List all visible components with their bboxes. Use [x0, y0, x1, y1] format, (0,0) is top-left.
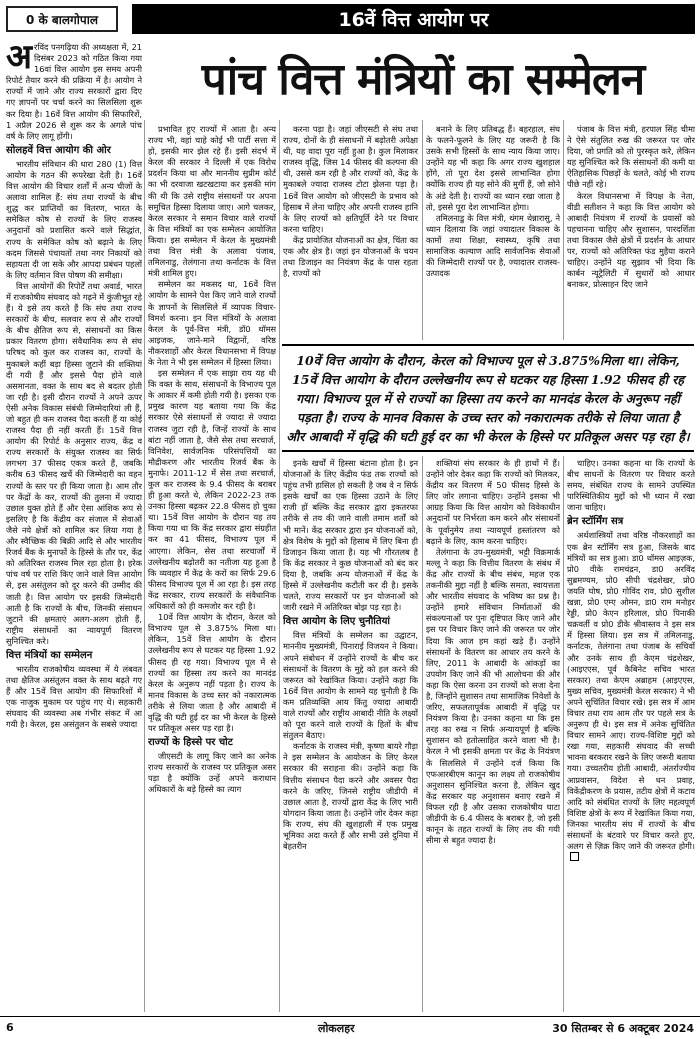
paragraph: जीएसटी के लागू किए जाने का अनेक राज्य सरकारों के राजस्व पर प्रतिकूल असर पड़ा है क्योंकि उन्हें अपने कराधान अधिकारों के बड़े हिस्से का त्याग [148, 751, 276, 795]
paragraph: केरल विधानसभा में विपक्ष के नेता, वीडी सतीशन ने कहा कि वित्त आयोग को आबादी नियंत्रण में राज्यों के प्रयासों को पहचानना चाहिए और सुशासन, पारदर्शिता तथा विकास जैसे क्षेत्रों में प्रदर्शन के आधार पर, राज्यों को अतिरिक्त फंड मुहैया कराने चाहिए। उन्होंने यह सुझाव भी दिया कि कार्बन न्यूट्रैलिटी में सुधारों को आधार बनाकर, प्रोत्साहन दिए जाने [567, 190, 695, 290]
subheading-conference: वित्त मंत्रियों का सम्मेलन [6, 649, 93, 661]
column-divider [563, 120, 564, 340]
column-3-lower [283, 458, 418, 1014]
paragraph: प्रभावित हुए राज्यों में आता है। अन्य राज्य भी, वहां चाहे कोई भी पार्टी सत्ता में हो, इसकी मार झेल रहे हैं। इसी संदर्भ में केरल की सरकार ने दिल्ली में एक विरोध प्रदर्शन किया था और माननीय सुप्रीम कोर्ट का भी दरवाजा खटखटाया कर इसकी मांग की थी कि उसे राष्ट्रीय संसाधनों पर अपना समुचित हिस्सा दिलाया जाए। आगे चलकर, केरल सरकार ने समान विचार वाले राज्यों के वित्त मंत्रियों का एक सम्मेलन आयोजित किया। इस सम्मेलन में केरल के मुख्यमंत्री तथा वित्त मंत्री के अलावा पंजाब, तमिलनाडु, तेलंगाना तथा कर्नाटक के वित्त मंत्री शामिल हुए। [148, 124, 276, 279]
headline: पांच वित्त मंत्रियों का सम्मेलन [201, 54, 645, 105]
paragraph: भारतीय संविधान की धारा 280 (1) वित्त आयोग के गठन की रूपरेखा देती है। 16वें वित्त आयोग की विचार शर्तों में अन्य चीजों के अलावा शामिल हैं: संघ तथा राज्यों के बीच शुद्ध कर प्राप्तियों का वितरण, भारत के समेकित कोष से राज्यों के लिए राजस्व अनुदानों को प्रशासित करने वाले सिद्धांत, राज्य के समेकित कोष को बढ़ाने के लिए कदम जिससे पंचायतों तथा नगर निकायों को सहायता दी जा सके और आपदा प्रबंधन पहलों के लिए वर्तमान वित्त पोषण की समीक्षा। [6, 158, 142, 280]
pull-quote: 10वें वित्त आयोग के दौरान, केरल को विभाज्य पूल से 3.875%मिला था। लेकिन, 15वें वित्त आयोग के दौरान उल्लेखनीय रूप से घटकर यह हिस्सा 1.92 फीसद ही रह गया। विभाज्य पूल में से राज्यों का हिस्सा तय करने का मानदंड केरल के अनुरूप नहीं पड़ता है। राज्य के मानव विकास के उच्च स्तर को नकारात्मक तरीके से लिया जाता है और आबादी में वृद्धि की घटी हुई दर का भी केरल के हिस्से पर प्रतिकूल असर पड़ रहा है। [282, 344, 694, 452]
paragraph: केंद्र प्रायोजित योजनाओं का क्षेत्र, चिंता का एक और क्षेत्र है। जहां इन योजनाओं के चयन तथा डिजाइन का नियंत्रण केंद्र के पास रहता है, राज्यों को [283, 234, 418, 279]
paragraph: चाहिए। उनका कहना था कि राज्यों के बीच साधनों के वितरण पर विचार करते समय, संबंधित राज्य के सामने उपस्थित पारिस्थितिकीय मुद्दों को भी ध्यान में रखा जाना चाहिए। [567, 458, 695, 513]
subheading-sixteenth-fc: सोलहवें वित्त आयोग की ओर [6, 144, 111, 156]
column-3-upper [283, 124, 418, 339]
paragraph: 10वें वित्त आयोग के दौरान, केरल को विभाज्य पूल से 3.875% मिला था। लेकिन, 15वें वित्त आयोग के दौरान उल्लेखनीय रूप से घटकर यह हिस्सा 1.92 फीसद ही रह गया। विभाज्य पूल में से राज्यों का हिस्सा तय करने का मानदंड केरल के अनुरूप नहीं पड़ता है। राज्य के मानव विकास के उच्च स्तर को नकारात्मक तरीके से लिया जाता है और आबादी में वृद्धि की घटी हुई दर का भी केरल के हिस्से पर प्रतिकूल असर पड़ रहा है। [148, 612, 276, 734]
paragraph: तमिलनाडु के वित्त मंत्री, थंगम थेन्नारासु, ने ध्यान दिलाया कि जहां ज्यादातर विकास के कामों तथा शिक्षा, स्वास्थ्य, कृषि तथा सामाजिक कल्याण आदि सार्वजनिक सेवाओं की जिम्मेदारी राज्यों पर है, ज्यादातर राजस्व-उत्पादक [426, 212, 560, 279]
paragraph: सम्मेलन का मकसद था, 16वें वित्त आयोग के सामने पेश किए जाने वाले राज्यों के ज्ञापनों के सिलसिले में व्यापक विचार-विमर्श करना। इन वित्त मंत्रियों के अलावा केरल के पूर्व-वित्त मंत्री, डॉ0 थॉमस आइजक, जाने-माने विद्वानों, वरिष्ठ नौकरशाहों और केरल विधानसभा में विपक्ष के नेता ने भी इस सम्मेलन में हिस्सा लिया। [148, 279, 276, 367]
kicker-banner: 16वें वित्त आयोग पर [132, 4, 695, 34]
publication-name: लोकलहर [318, 1022, 355, 1035]
paragraph: पंजाब के वित्त मंत्री, हरपाल सिंह चीमा ने ऐसे संतुलित रुख की जरूरत पर जोर दिया, जो प्रगति को तो पुरस्कृत करे, लेकिन यह सुनिश्चित करे कि संसाधनों की कमी या ऐतिहासिक पिछड़ों के चलते, कोई भी राज्य पीछे नहीं रहे। [567, 124, 695, 190]
end-mark-icon [570, 852, 579, 861]
dateline: 30 सितम्बर से 6 अक्टूबर 2024 [552, 1022, 694, 1035]
column-divider [563, 456, 564, 1012]
subheading-challenges: वित्त आयोग के लिए चुनौतियां [283, 616, 390, 628]
column-1 [6, 42, 142, 1014]
paragraph: भारतीय राजकोषीय व्यवस्था में ये लंबवत तथा क्षैतिज असंतुलन वक्त के साथ बढ़ते गए हैं और 15वें वित्त आयोग की सिफारिशों में एक नाजुक मुकाम पर पहुंच गए थे। सहकारी संघवाद की व्यवस्था अब गंभीर संकट में आ गयी है। केरल, इस असंतुलन के सबसे ज्यादा [6, 663, 142, 730]
paragraph: कर्नाटक के राजस्व मंत्री, कृष्णा बायरे गौड़ा ने इस सम्मेलन के आयोजन के लिए केरल सरकार की सराहना की। उन्होंने कहा कि वित्तीय संसाधन पैदा करने और अवसर पैदा करने के जरिए, जिनसे राष्ट्रीय जीडीपी में उछाल आता है, राज्यों द्वारा केंद्र के लिए भारी योगदान किया जाता है। उन्होंने जोर देकर कहा कि राज्य, संघ की खुशहाली में एक प्रमुख भूमिका अदा करते हैं और सभी उसे दुनिया में बेहतरीन [283, 741, 418, 852]
paragraph: करना पड़ा है। जहां जीएसटी से संघ तथा राज्य, दोनों के ही संसाधनों में बढ़ोतरी अपेक्षा थी, यह वादा पूरा नहीं हुआ है। कुल मिलाकर राजस्व वृद्धि, जिस 14 फीसद की कल्पना की थी, उससे कम रही है और राज्यों को, केंद्र के मुकाबले ज्यादा राजस्व टोटा झेलना पड़ा है। 16वें वित्त आयोग को जीएसटी के प्रभाव को हिसाब में लेना चाहिए और अपनी राजस्व हानि के लिए राज्यों को क्षतिपूर्ति देने पर विचार करना चाहिए। [283, 124, 418, 234]
paragraph: तेलंगाना के उप-मुख्यमंत्री, भट्टी विक्रमार्क मल्लू ने कहा कि वित्तीय वितरण के संबंध में केंद्र और राज्यों के बीच संबंध, महज एक तकनीकी मुद्दा नहीं है बल्कि समता, स्वायत्तता और भारतीय संघवाद के भविष्य का प्रश्न है। उन्होंने हमारे संविधान निर्माताओं की संकल्पनाओं पर पुनः दृष्टिपात किए जाने और इस पर विचार किए जाने की जरूरत पर जोर दिया कि आज हम कहां खड़े हैं। उन्होंने संसाधनों के वितरण का आधार तय करने के लिए, 2011 के आबादी के आंकड़ों का उपयोग किए जाने की भी आलोचना की और कहा कि ऐसा करना उन राज्यों को सजा देना है, जिन्होंने सुशासन तथा सामाजिक निवेशों के जरिए, सफलतापूर्वक आबादी में वृद्धि पर नियंत्रण किया है। उनका कहना था कि इस तरह का रुख न सिर्फ अन्यायपूर्ण है बल्कि सुशासन को हतोत्साहित करने वाला भी है। केरल ने भी इसकी क्षमता पर केंद्र के नियंत्रण के सिलसिले में उन्होंने दर्ज किया कि एफआरबीएम कानून का लक्ष्य तो राजकोषीय अनुशासन सुनिश्चित करना है, लेकिन खुद केंद्र सरकार यह अनुशासन बनाए रखने में विफल रही है और उसका राजकोषीय घाटा जीडीपी के 6.4 फीसद के बराबर है, जो इसी कानून के तहत राज्यों के लिए तय की गयी सीमा से बहुत ज्यादा है। [426, 546, 560, 846]
column-4-lower [426, 458, 560, 1014]
paragraph: शक्तियां संघ सरकार के ही हाथों में हैं। उन्होंने जोर देकर कहा कि राज्यों को मिलकर, केंद्रीय कर वितरण में 50 फीसद हिस्से के लिए जोर लगाना चाहिए। उन्होंने इसका भी आग्रह किया कि वित्त आयोग को विवेकाधीन अनुदानों पर निर्भरता कम करने और संसाधनों के पूर्वानुमेय तथा न्यायपूर्ण हस्तांतरण को बढ़ाने के लिए, काम करना चाहिए। [426, 458, 560, 546]
column-divider [422, 456, 423, 1012]
subheading-states-share: राज्यों के हिस्से पर चोट [148, 737, 233, 749]
column-divider [422, 120, 423, 340]
paragraph [567, 530, 695, 864]
column-divider [279, 120, 280, 1012]
column-5-lower [567, 458, 695, 1014]
paragraph: वित्त आयोगों की रिपोर्टें तथा अवार्ड, भारत में राजकोषीय संघवाद को गढ़ने में कुंजीभूत रहे हैं। ये इसे तय करते हैं कि संघ तथा राज्य सरकारों के बीच, सलवार रूप से और राज्यों के बीच क्षैतिज रूप से, संसाधनों का किस प्रकार वितरण होगा। संवैधानिक रूप से संघ परिषद को कुल कर राजस्व का, राज्यों के मुकाबले कहीं बड़ा हिस्सा जुटाने की शक्तियां दी गयी हैं और इससे पैदा होने वाले असमानता, वक्त के साथ बद से बदतर होती जा रही है। इसी दौरान राज्यों ने अपने ऊपर ऐसी अनेक विकास संबंधी जिम्मेदारियां ली हैं, जो बहुत ही कम राजस्व पैदा करती हैं या कोई राजस्व पैदा ही नहीं करती हैं। 15वें वित्त आयोग की रिपोर्ट के अनुसार राज्य, केंद्र व राज्य सरकारों के संयुक्त राजस्व का सिर्फ लगभग 37 फीसद एकत्र करते हैं, जबकि करीब 63 फीसद खर्चे की जिम्मेदारी का वहन राज्यों के स्तर पर ही किया जाता है। आम तौर पर केंद्रों के कर, राज्यों की तुलना में ज्यादा उछाल युक्त होते हैं और ऐसा आंशिक रूप से इसलिए है कि केंद्रीय कर संजाल में सेवाओं जैसे नये क्षेत्रों को शामिल कर लिया गया है और स्वैच्छिक की बिक्री आदि से और भारतीय रिजर्व बैंक के मुनाफों के हिस्से के तौर पर, केंद्र को अतिरिक्त राजस्व मिल रहा होता है। हरेक पांच वर्ष पर राशि किए जाने वाले वित्त आयोग से, इस असंतुलन को दूर करने की उम्मीद की जाती है। वित्त आयोग पर इसकी जिम्मेदारी आती है कि राज्यों के बीच, जिनकी संसाधन जुटाने की क्षमताएं अलग-अलग होती हैं, राष्ट्रीय संसाधनों का न्यायपूर्ण वितरण सुनिश्चित करे। [6, 280, 142, 646]
paragraph: वित्त मंत्रियों के सम्मेलन का उद्घाटन, माननीय मुख्यमंत्री, पिनाराई विजयन ने किया। अपने संबोधन में उन्होंने राज्यों के बीच कर संसाधनों के वितरण के मुद्दे को हल करने की जरूरत को रेखांकित किया। उन्होंने कहा कि 16वें वित्त आयोग के सामने यह चुनौती है कि कम प्रतिव्यक्ति आय किंतु ज्यादा आबादी वाले राज्यों और राष्ट्रीय आबादी नीति के लक्ष्यों को पूरा करने वाले राज्यों के हितों के बीच संतुलन बैठाए। [283, 630, 418, 741]
column-2 [148, 124, 276, 1014]
subheading-brainstorming: ब्रेन स्टॉर्मिंग सत्र [567, 516, 624, 528]
drop-cap: अ [6, 42, 32, 77]
paragraph: बनाने के लिए प्रतिबद्ध हैं। बहरहाल, संघ के फलने-फूलने के लिए यह जरूरी है कि उसके सभी हिस्सों के साथ न्याय किया जाए। उन्होंने यह भी कहा कि अगर राज्य खुशहाल होंगे, तो पूरा देश इससे लाभान्वित होगा क्योंकि राज्य ही यह सोने की मुर्गी हैं, जो सोने के अंडे देती है। राज्यों का ध्यान रखा जाता है तो, इससे पूरा देश लाभान्वित होगा। [426, 124, 560, 212]
paragraph: इनके खर्चों में हिस्सा बंटाना होता है। इन योजनाओं के लिए केंद्रीय फंड तक राज्यों को पहुंच तभी हासिल हो सकती है जब वे न सिर्फ इसके खर्चों का एक हिस्सा उठाने के लिए राजी हों बल्कि केंद्र सरकार द्वारा इकतरफा तरीके से तय की जाने वाली तमाम शर्तों को भी मानें। केंद्र सरकार द्वारा इन योजनाओं को, क्षेत्र विशेष के मुद्दों को हिसाब में लिए बिना ही डिजाइन किया जाता है। यह भी गौरतलब है कि केंद्र सरकार ने कुछ योजनाओं को बंद कर दिया है, जबकि अन्य योजनाओं में केंद्र के हिस्से में उल्लेखनीय कटौती कर दी है। इसके चलते, राज्य सरकारों पर इन योजनाओं को जारी रखने में अतिरिक्त बोझ पड़ रहा है। [283, 458, 418, 613]
page-number: 6 [6, 1021, 14, 1034]
paragraph: इस सम्मेलन में एक साझा राय यह थी कि वक्त के साथ, संसाधनों के विभाज्य पूल के आकार में कमी होती गयी है। इसका एक प्रमुख कारण यह बताया गया कि केंद्र सरकार ऐसे संसाधनों से ज्यादा से ज्यादा राजस्व जुटा रही है, जिन्हें राज्यों के साथ बांटा नहीं जाता है, जैसे सेस तथा सरचार्ज, विनिवेश, सार्वजनिक परिसंपत्तियों का मौद्रीकरण और भारतीय रिजर्व बैंक के मुनाफे। 2011-12 में सेस तथा सरचार्ज, कुल कर राजस्व के 9.4 फीसद के बराबर ही हुआ करते थे, लेकिन 2022-23 तक उनका हिस्सा बढ़कर 22.8 फीसद हो चुका था। 15वें वित्त आयोग के दौरान यह तय किया गया था कि केंद्र सरकार द्वारा संग्रहीत कर का 41 फीसद, विभाज्य पूल में आएगा। लेकिन, सेस तथा सरचार्जों में उल्लेखनीय बढ़ोतरी का नतीजा यह हुआ है कि व्यवहार में केंद्र के करों का सिर्फ 29.6 फीसद विभाज्य पूल में आ रहा है। इस तरह केंद्र सरकार, राज्य सरकारों के संवैधानिक अधिकारों को ही कमजोर कर रही है। [148, 368, 276, 612]
section-tag: 0 के बालगोपाल [6, 6, 118, 32]
column-4-upper [426, 124, 560, 339]
paragraph-text: अर्थशास्त्रियों तथा वरिष्ठ नौकरशाहों का एक ब्रेन स्टॉर्मिंग सत्र हुआ, जिसके बाद मंत्रियों का सत्र हुआ। डा0 थॉमस आइज़क, प्रो0 वीके रामचंद्रन, डा0 अरविंद सुब्रमण्यम, प्रो0 सीपी चंद्रशेखर, प्रो0 जयति घोष, प्रो0 गोविंद राव, प्रो0 सुशील खन्ना, प्रो0 एम्‍ए ओमन, डा0 राम मनोहर रेड्डी, प्रो0 केएन हरिलाल, प्रो0 पिनाकी चक्रवर्ती व प्रो0 डीके श्रीवास्तव ने इस सत्र में हिस्सा लिया। इस सत्र में तमिलनाडु, कर्नाटक, तेलंगाना तथा पंजाब के सचिवों और उनके साथ ही केएम चंद्रशेखर, (आइएएस, पूर्व कैबिनेट सचिव भारत सरकार) तथा केएम अब्राहम (आइएएस, मुख्य सचिव, मुख्यमंत्री केरल सरकार) ने भी अपने सुचिंतित विचार रखे। इस सत्र में आम विचार तथा राय आम तौर पर पहले सत्र के अनुरूप ही थे। इस सत्र में अनेक सुचिंतित विचार सामने आए। राज्य-विशिष्ट मुद्दों को रखा गया, सहकारी संघवाद की सच्ची भावना बरकरार रखने के लिए जरूरी बताया गया। उच्चतरीय होती आबादी, अंतर्राज्यीय आप्रवासन, विदेश से धन प्रवाह, विकेंद्रीकरण के प्रयास, तटीय क्षेत्रों में कटाव आदि को संबंधित राज्यों के लिए महत्वपूर्ण विशिष्ट क्षेत्रों के रूप में रेखांकित किया गया, जिनका भारतीय संघ में राज्यों के बीच संसाधनों के बंटवारे पर विचार करते हुए, अलग से ज़िक्र किए जाने की जरूरत होगी। [567, 530, 695, 852]
column-divider [144, 120, 145, 1012]
footer [0, 1016, 700, 1039]
column-5-upper [567, 124, 695, 339]
intro-paragraph: रविंद पनगढ़िया की अध्यक्षता में, 21 दिसंबर 2023 को गठित किया गया 16वां वित्त आयोग इस समय अपनी रिपोर्ट तैयार करने की प्रक्रिया में है। आयोग ने राज्यों में जाने और राज्य सरकारों द्वारा दिए गए ज्ञापनों पर चर्चा करने का सिलसिला शुरू कर दिया है। 16वें वित्त आयोग की सिफारिशें, 1 अप्रैल 2026 से शुरू कर के अगले पांच वर्ष के लिए लागू होंगी। [6, 42, 142, 141]
